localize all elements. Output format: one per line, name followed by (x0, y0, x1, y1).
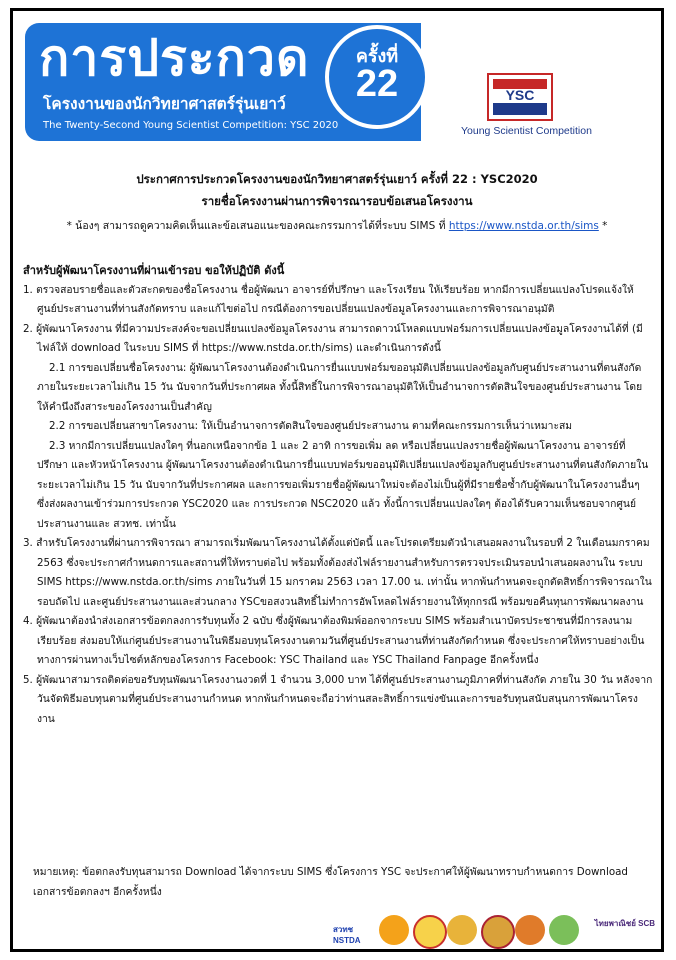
announcement-title: ประกาศการประกวดโครงงานของนักวิทยาศาสตร์รุ่นเยาว์ ครั้งที่ 22 : YSC2020 (136, 172, 538, 186)
sub-list-item: 2.3 หากมีการเปลี่ยนแปลงใดๆ ที่นอกเหนือจากข้อ 1 และ 2 อาทิ การขอเพิ่ม ลด หรือเปลี่ยนแปลงรายชื่อผู้พัฒนาโครงงาน อาจารย์ที่ปรึกษา และหัวหน้าโครงงาน ผู้พัฒนาโครงงานต้องดำเนินการยื่นแบบฟอร์มขออนุมัติเปลี่ยนแปลงข้อมูลกับศูนย์ประสานงานที่ตนสังกัดภายในระยะเวลาไม่เกิน 15 วัน นับจากวันที่ประกาศผล และการขอเพิ่มรายชื่อผู้พัฒนาใหม่จะต้องไม่เป็นผู้ที่มีรายชื่อซ้ำกับผู้พัฒนาในโครงงานอื่นๆ ซึ่งส่งผลงานเข้าร่วมการประกวด YSC2020 และ การประกวด NSC2020 แล้ว ทั้งนี้การเปลี่ยนแปลงใดๆ ต้องได้รับความเห็นชอบจากศูนย์ประสานงานและ สวทช. เท่านั้น (37, 439, 649, 530)
nstda-logo: สวทช NSTDA (333, 925, 361, 945)
partner-logo-icon (447, 915, 477, 945)
sims-note-prefix: * น้องๆ สามารถดูความคิดเห็นและข้อเสนอแนะของคณะกรรมการได้ที่ระบบ SIMS ที่ (66, 220, 449, 232)
list-item: 4. ผู้พัฒนาต้องนำส่งเอกสารข้อตกลงการรับทุนทั้ง 2 ฉบับ ซึ่งผู้พัฒนาต้องพิมพ์ออกจากระบบ SIMS พร้อมสำเนาบัตรประชาชนที่มีการลงนามเรียบร้อย ส่งมอบให้แก่ศูนย์ประสานงานในพิธีมอบทุนโครงงานตามวันที่ศูนย์ประสานงานที่ท่านสังกัดกำหนด ซึ่งจะประกาศให้ทราบอย่างเป็นทางการผ่านทางเว็บไซต์หลักของโครงการ Facebook: YSC Thailand และ YSC Thailand Fanpage อีกครั้งหนึ่ง (23, 615, 645, 666)
partner-logo-icon (379, 915, 409, 945)
list-item: 2. ผู้พัฒนาโครงงาน ที่มีความประสงค์จะขอเปลี่ยนแปลงข้อมูลโครงงาน สามารถดาวน์โหลดแบบฟอร์มการเปลี่ยนแปลงข้อมูลโครงงานได้ที่ (มีไฟล์ให้ download ในระบบ SIMS ที่ https://www.nstda.or.th/sims) และดำเนินการดังนี้ (23, 322, 643, 354)
sub-list-item: 2.1 การขอเปลี่ยนชื่อโครงงาน: ผู้พัฒนาโครงงานต้องดำเนินการยื่นแบบฟอร์มขออนุมัติเปลี่ยนแปลงข้อมูลกับศูนย์ประสานงานที่ตนสังกัดภายในระยะเวลาไม่เกิน 15 วัน นับจากวันที่ประกาศผล ทั้งนี้สิทธิ์ในการพิจารณาอนุมัติให้เป็นอำนาจการตัดสินใจของศูนย์ประสานงาน โดยให้คำนึงถึงสาระของโครงงานเป็นสำคัญ (37, 361, 643, 413)
ysc-logo (487, 73, 553, 121)
partner-logo-icon (413, 915, 447, 949)
sims-link[interactable]: https://www.nstda.or.th/sims (448, 220, 599, 232)
remark-note: หมายเหตุ: ข้อตกลงรับทุนสามารถ Download ได้จากระบบ SIMS ซึ่งโครงการ YSC จะประกาศให้ผู้พัฒนาทราบกำหนดการ Download เอกสารข้อตกลงฯ อีกครั้งหนึ่ง (33, 866, 628, 898)
round-badge (325, 25, 429, 129)
sub-list-item: 2.2 การขอเปลี่ยนสาขาโครงงาน: ให้เป็นอำนาจการตัดสินใจของศูนย์ประสานงาน ตามที่คณะกรรมการเห็นว่าเหมาะสม (49, 420, 573, 432)
sponsor-logos (333, 913, 663, 949)
round-word: ครั้งที่ (355, 46, 399, 67)
partner-logo-icon (515, 915, 545, 945)
sims-note (13, 217, 661, 234)
sub-list (23, 359, 653, 535)
banner-english-title: The Twenty-Second Young Scientist Competition: YSC 2020 (43, 120, 339, 131)
partner-logo-icon (481, 915, 515, 949)
announcement-page (10, 8, 664, 952)
sims-note-suffix: * (598, 220, 608, 232)
list-item: 3. สำหรับโครงงานที่ผ่านการพิจารณา สามารถเริ่มพัฒนาโครงงานได้ตั้งแต่บัดนี้ และโปรดเตรียมตัวนำเสนอผลงานในรอบที่ 2 ในเดือนมกราคม 2563 ซึ่งจะประกาศกำหนดการและสถานที่ให้ทราบต่อไป พร้อมทั้งต้องส่งไฟล์รายงานสำหรับการตรวจประเมินรอบนำเสนอผลงานใน ระบบ SIMS https://www.nstda.or.th/sims ภายในวันที่ 15 มกราคม 2563 เวลา 17.00 น. เท่านั้น หากพ้นกำหนดจะถูกตัดสิทธิ์การพิจารณาในรอบถัดไป และศูนย์ประสานงานและส่วนกลาง YSCขอสงวนสิทธิ์ไม่ทำการอัพโหลดไฟล์รายงานให้ทุกกรณี พร้อมขอคืนทุนการพัฒนาผลงาน (23, 537, 652, 608)
instructions-body (23, 261, 653, 729)
list-item: 5. ผู้พัฒนาสามารถติดต่อขอรับทุนพัฒนาโครงงานงวดที่ 1 จำนวน 3,000 บาท ได้ที่ศูนย์ประสานงานภูมิภาคที่ท่านสังกัด ภายใน 30 วัน หลังจากวันจัดพิธีมอบทุนตามที่ศูนย์ประสานงานกำหนด หากพ้นกำหนดจะถือว่าท่านสละสิทธิ์การแข่งขันและการขอรับทุนสนับสนุนการพัฒนาโครงงาน (23, 673, 653, 725)
banner-title: การประกวด (39, 29, 310, 87)
logo-caption: Young Scientist Competition (461, 125, 592, 137)
list-item: 1. ตรวจสอบรายชื่อและตัวสะกดของชื่อโครงงาน ชื่อผู้พัฒนา อาจารย์ที่ปรึกษา และโรงเรียน ให้เรียบร้อย หากมีการเปลี่ยนแปลงโปรดแจ้งให้ศูนย์ประสานงานที่ท่านสังกัดทราบ และแก้ไขต่อไป กรณีต้องการขอเปลี่ยนแปลงข้อมูลโครงงานและการพิจารณาอนุมัติ (23, 283, 634, 315)
partner-logo-icon (549, 915, 579, 945)
scb-logo: ไทยพาณิชย์ SCB (594, 919, 655, 928)
announcement-subtitle: รายชื่อโครงงานผ่านการพิจารณารอบข้อเสนอโครงงาน (201, 194, 473, 208)
logo-navy-bar (493, 103, 547, 115)
section-heading: สำหรับผู้พัฒนาโครงงานที่ผ่านเข้ารอบ ขอให้ปฏิบัติ ดังนี้ (23, 264, 285, 277)
round-number: 22 (355, 63, 399, 105)
banner-subtitle: โครงงานของนักวิทยาศาสตร์รุ่นเยาว์ (43, 95, 286, 113)
logo-text: YSC (505, 87, 535, 103)
